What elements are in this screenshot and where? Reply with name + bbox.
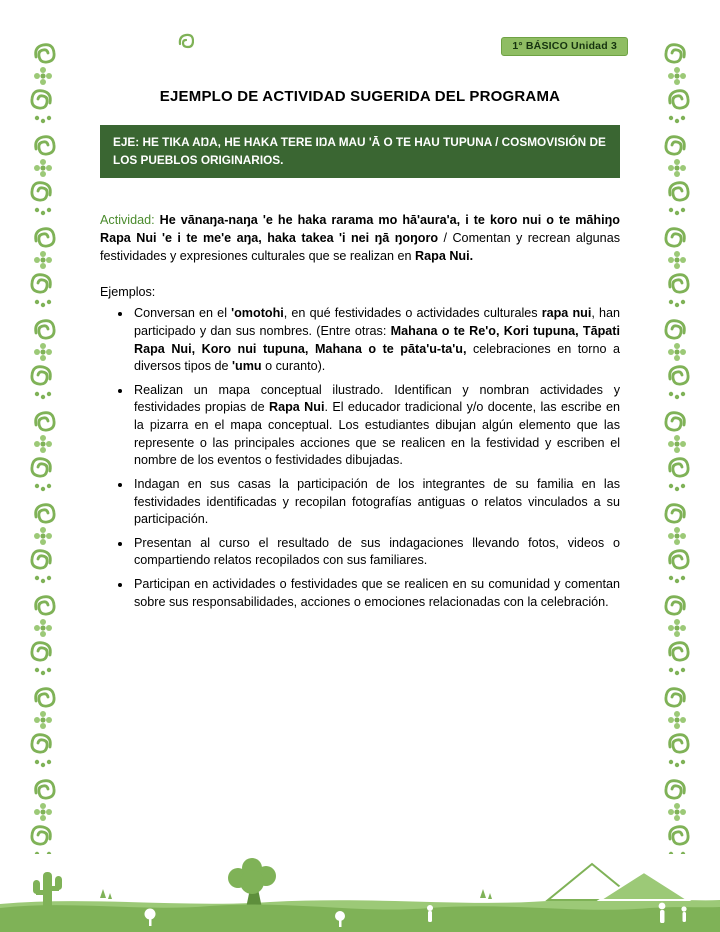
eje-banner: EJE: HE TIKA AŊA, HE HAKA TERE IŊA MAU 'Ā O TE HAU TUPUNA / COSMOVISIÓN DE LOS PUEBLOS ORIGINARIOS. [100, 125, 620, 178]
examples-list [100, 305, 620, 611]
list-item: • Participan en actividades o festividades que se realicen en su comunidad y comentan sobre sus responsabilidades, acciones o emociones relacionadas con la celebración. [132, 576, 620, 611]
right-border-ornament [659, 36, 695, 854]
unit-badge: 1° BÁSICO Unidad 3 [501, 37, 628, 56]
content-area [100, 88, 620, 617]
list-item: • Conversan en el 'omotohi, en qué festividades o actividades culturales rapa nui, han participado y dan sus nombres. (Entre otras: Mahana o te Re'o, Kori tupuna, Tāpati Rapa Nui, Koro nui tupuna, Mahana o te pāta'u-ta'u, celebraciones en torno a diversos tipos de 'umu o curanto). [132, 305, 620, 376]
list-item: • Presentan al curso el resultado de sus indagaciones llevando fotos, videos o compartiendo relatos recopilados con sus familiares. [132, 535, 620, 570]
list-item: • Realizan un mapa conceptual ilustrado. Identifican y nombran actividades y festividades propias de Rapa Nui. El educador tradicional y/o docente, las escribe en la pizarra en el mapa conceptual. Los estudiantes dibujan algún elemento que las represente o las principales acciones que se realicen en la festividad y escriben el nombre de los eventos o festividades dibujadas. [132, 382, 620, 470]
mountain-icon [548, 864, 688, 900]
activity-paragraph: Actividad: He vānaŋa-naŋa 'e he haka rarama mo hā'aura'a, i te koro nui o te māhiŋo Rapa Nui 'e i te me'e aŋa, haka takea 'i nei ŋā ŋoŋoro / Comentan y recrean algunas festividades y expresiones culturales que se realizan en Rapa Nui. [100, 213, 620, 263]
koru-spiral-icon [176, 32, 194, 50]
left-border-ornament [25, 36, 61, 854]
grass-icon [100, 889, 492, 899]
examples-label: Ejemplos: [100, 285, 156, 300]
list-item: • Indagan en sus casas la participación de los integrantes de su familia en las festividades identificadas y recopilan fotografías antiguas o relatos vinculados a su participación. [132, 476, 620, 529]
tree-icon [228, 858, 276, 908]
page-title: EJEMPLO DE ACTIVIDAD SUGERIDA DEL PROGRAMA [159, 88, 561, 105]
landscape-silhouette-art [0, 852, 720, 932]
